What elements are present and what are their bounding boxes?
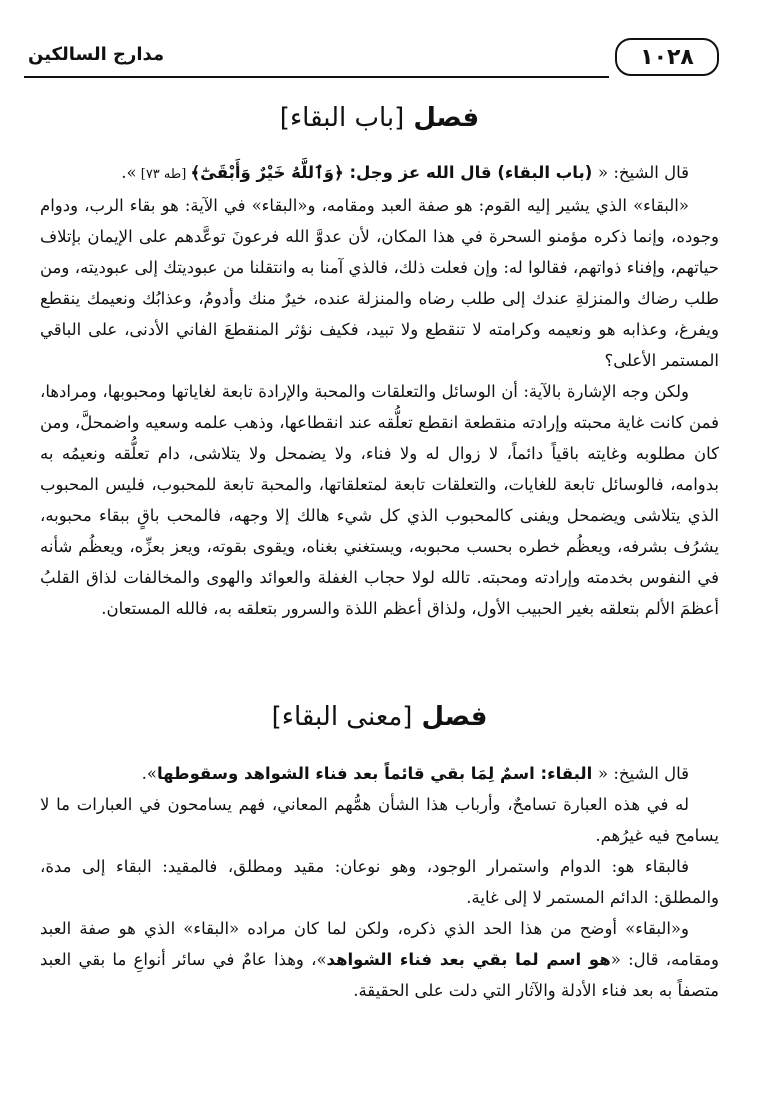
- sheikh-quote: [40, 758, 719, 789]
- quote-bold: (باب البقاء) قال الله عز وجل:: [343, 163, 598, 182]
- sheikh-quote: [40, 157, 719, 190]
- page-number-badge: [615, 38, 719, 76]
- verse-reference: [طه ٧٣]: [136, 167, 191, 182]
- paragraph: «البقاء» الذي يشير إليه القوم: هو صفة العبد ومقامه، و«البقاء» في الآية: هو بقاء الرب، ودوام وجوده، وإنما ذكره مؤمنو السحرة في هذا المكان، لأن عدوَّ الله فرعونَ توعَّدهم على الإيمان بإتلاف حياتهم، وإفناء ذواتهم، فقالوا له: وإن فعلت ذلك، فالذي آمنا به وانتقلنا من عبوديتك إلى عبوديته، ومن طلب رضاك والمنزلةِ عندك إلى طلب رضاه والمنزلة عنده، خيرٌ منك وأدومُ، وعذابُك ونعيمك ينقطع ويفرغ، وعذابه هو ونعيمه وكرامته لا تنقطع ولا تبيد، فكيف نؤثر المنقطعَ الفاني الأدنى، على الباقي المستمر الأعلى؟: [40, 196, 719, 370]
- page-header: [24, 38, 719, 78]
- section-title-bracket: [معنى البقاء]: [271, 702, 413, 732]
- section-body-maana-baqa: [40, 758, 719, 1006]
- quote-end: ».: [121, 163, 137, 182]
- section-title-baqa: [0, 103, 759, 133]
- quran-verse: ﴿وَٱللَّهُ خَيْرٌ وَأَبْقَىٰٓ﴾: [190, 163, 344, 182]
- paragraph: له في هذه العبارة تسامحٌ، وأرباب هذا الشأن همُّهم المعاني، فهم يسامحون في العبارات ما لا يسامح فيه غيرُهم.: [40, 795, 719, 845]
- paragraph: فالبقاء هو: الدوام واستمرار الوجود، وهو نوعان: مقيد ومطلق، فالمقيد: البقاء إلى مدة، والمطلق: الدائم المستمر لا إلى غاية.: [40, 857, 719, 907]
- quote-bold: البقاء: اسمٌ لِمَا بقي قائماً بعد فناء الشواهد وسقوطها: [156, 764, 598, 783]
- section-title-bracket: [باب البقاء]: [279, 103, 405, 133]
- header-rule: [24, 76, 609, 78]
- paragraph-bold: هو اسم لما بقي بعد فناء الشواهد: [326, 950, 611, 969]
- paragraph-part: »، وهذا عامٌ في سائر أنواعِ ما بقي العبد متصفاً به بعد فناء الأدلة والآثار التي دلت على الحقيقة.: [40, 950, 719, 1000]
- section-title-maana-baqa: [0, 702, 759, 732]
- running-title: مدارج السالكين: [28, 44, 165, 65]
- page-number: ١٠٢٨: [640, 44, 694, 70]
- quote-lead: قال الشيخ: «: [597, 163, 689, 182]
- paragraph: ولكن وجه الإشارة بالآية: أن الوسائل والتعلقات والمحبة والإرادة تابعة لغاياتها ومحبوبها، ومرادها، فمن كانت غاية محبته وإرادته منقطعة انقطع تعلُّقه عند انقطاعها، وذهب علمه وسعيه واضمحلَّ، ومن كان مطلوبه وغايته باقياً دائماً، لا زوال له ولا فناء، ولا يضمحل ولا يتلاشى، دام تعلُّقه ونعيمُه به بدوامه، فالوسائل تابعة للغايات، والتعلقات تابعة لمتعلقاتها، والمحبة تابعة للمحبوب، فليس المحبوب الذي يتلاشى ويضمحل ويفنى كالمحبوب الذي كل شيء هالك إلا وجهه، فالمحب باقٍ ببقاء محبوبه، يشرُف بشرفه، ويعظُم خطره بحسب محبوبه، ويستغني بغناه، ويقوى بقوته، ويعز بعزِّه، ويعظُم شأنه في النفوس بخدمته وإرادته ومحبته. تالله لولا حجاب الغفلة والعوائد والهوى والمخالفات لذاق القلبُ أعظمَ الألم بتعلقه بغير الحبيب الأول، ولذاق أعظم اللذة والسرور بتعلقه به، فالله المستعان.: [40, 382, 719, 618]
- section-body-baqa: [40, 157, 719, 624]
- paragraph: [40, 913, 719, 1006]
- section-title-word: فصل: [421, 702, 488, 732]
- section-title-word: فصل: [413, 103, 480, 133]
- quote-end: ».: [141, 764, 157, 783]
- paragraph-part: و«البقاء» أوضح من هذا الحد الذي ذكره، ولكن لما كان مراده «البقاء» الذي هو صفة العبد ومقامه، قال: «: [40, 919, 719, 969]
- quote-lead: قال الشيخ: «: [597, 764, 689, 783]
